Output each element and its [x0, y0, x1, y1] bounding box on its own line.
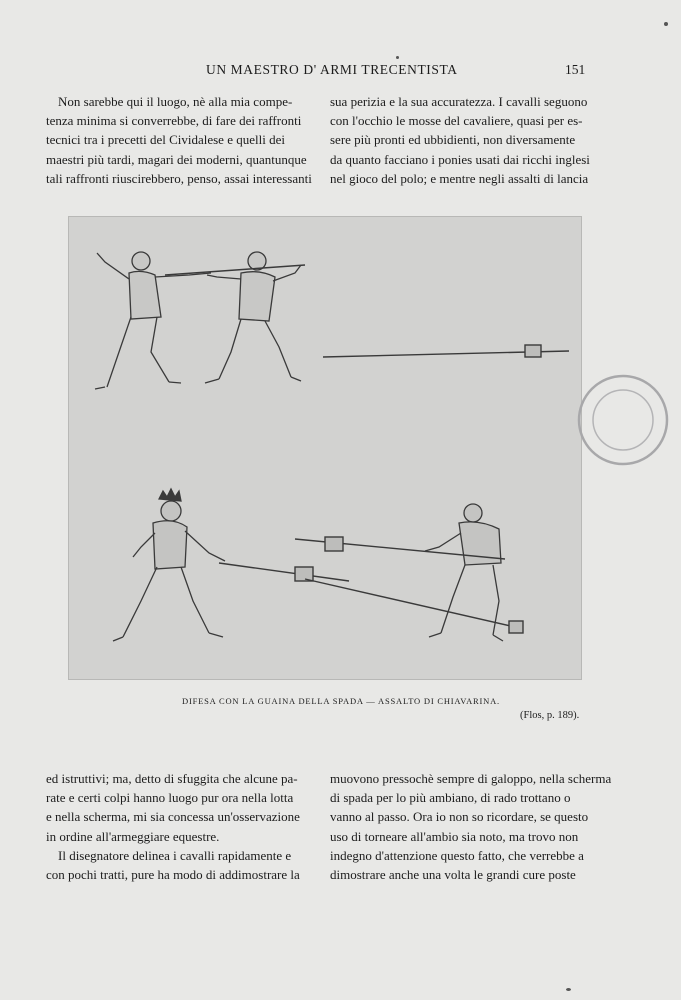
- text-line: nel gioco del polo; e mentre negli assalti di lancia: [330, 170, 589, 186]
- spear-top: [323, 345, 569, 357]
- library-stamp-icon: [575, 372, 671, 468]
- text-line: Il disegnatore delinea i cavalli rapidamente e: [58, 847, 292, 863]
- text-line: in ordine all'armeggiare equestre.: [46, 828, 220, 844]
- text-line: dimostrare anche una volta le grandi cure poste: [330, 867, 576, 883]
- text-column-top-right: [330, 92, 600, 188]
- text-line: sua perizia e la sua accuratezza. I cavalli seguono: [330, 94, 588, 109]
- illustration-fencing-figures: [68, 216, 582, 680]
- text-line: muovono pressochè sempre di galoppo, nella scherma: [330, 771, 612, 786]
- text-line: uso di torneare all'ambio sia noto, ma trovo non: [330, 828, 579, 844]
- text-line: Non sarebbe qui il luogo, nè alla mia compe-: [58, 94, 293, 109]
- text-line: ed istruttivi; ma, detto di sfuggita che alcune pa-: [46, 771, 298, 786]
- scan-speck: [566, 988, 571, 991]
- figure-source: (Flos, p. 189).: [520, 710, 580, 721]
- text-line: tenza minima si converrebbe, di fare dei raffronti: [46, 113, 302, 129]
- text-column-bottom-right: [330, 769, 612, 884]
- fighter-spearman: [425, 504, 503, 641]
- text-line: vanno al passo. Ora io non so ricordare, se questo: [330, 809, 589, 825]
- text-line: e nella scherma, mi sia concessa un'osservazione: [46, 809, 300, 825]
- figure-caption: DIFESA CON LA GUAINA DELLA SPADA — ASSALTO DI CHIAVARINA.: [182, 696, 500, 706]
- text-column-bottom-left: [46, 769, 322, 884]
- fighter-crowned: [113, 489, 225, 641]
- text-line: tecnici tra i precetti del Cividalese e quelli dei: [46, 132, 285, 148]
- text-line: di spada per lo più ambiano, di rado trottano o: [330, 790, 571, 806]
- text-line: rate e certi colpi hanno luogo pur ora nella lotta: [46, 790, 294, 806]
- running-header-title: UN MAESTRO D' ARMI TRECENTISTA: [206, 62, 458, 77]
- text-line: con pochi tratti, pure ha modo di addimostrare la: [46, 867, 300, 883]
- text-line: tali raffronti riuscirebbero, penso, assai interessanti: [46, 170, 312, 186]
- text-line: sere più pronti ed ubbidienti, non diversamente: [330, 132, 576, 148]
- scan-speck: [664, 22, 668, 26]
- text-column-top-left: [46, 92, 322, 188]
- text-line: con l'occhio le mosse del cavaliere, quasi per es-: [330, 113, 583, 129]
- text-line: da quanto facciano i ponies usati dai ricchi inglesi: [330, 151, 590, 167]
- page-number: 151: [565, 62, 586, 77]
- text-line: maestri più tardi, magari dei moderni, quantunque: [46, 151, 307, 167]
- scan-speck: [396, 56, 399, 59]
- text-line: indegno d'attenzione questo fatto, che verrebbe a: [330, 847, 584, 863]
